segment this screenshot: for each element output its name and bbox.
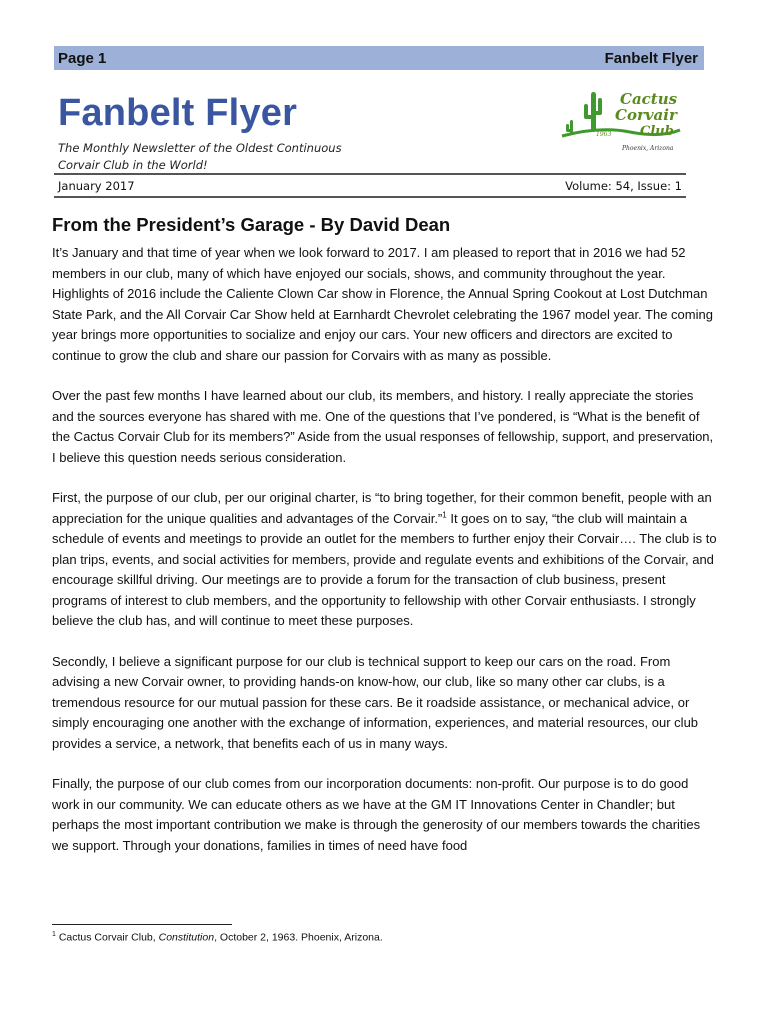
footnote-document-title: Constitution: [158, 931, 215, 944]
logo-word-corvair: Corvair: [615, 106, 677, 124]
footnote-number: 1: [52, 931, 56, 938]
footnote-reference[interactable]: 1: [442, 510, 447, 520]
issue-date: January 2017: [58, 179, 135, 193]
masthead-subtitle: [58, 140, 358, 174]
footnote: [52, 931, 383, 944]
paragraph-3-part-2: It goes on to say, “the club will maintain a schedule of events and meetings to provide an outlet for the members to further enjoy their Corvair…. The club is to plan trips, events, and social activities for members, provide and regulate events and exhibitions of the Corvair, and encourage skillful driving. Our meetings are to provide a forum for the transaction of club business, present programs of interest to club members, and the opportunity to fellowship with other Corvair enthusiasts. I strongly believe the club has, and will continue to meet these purposes.: [52, 510, 717, 628]
header-newsletter-name: Fanbelt Flyer: [604, 49, 698, 67]
article-paragraph-4: Secondly, I believe a significant purpose for our club is technical support to keep our cars on the road. From advising a new Corvair owner, to providing hands-on know-how, our club, like so many other car clubs, is a tremendous resource for our mutual passion for these cars. Be it roadside assistance, or mechanical advice, or simply encouraging one another with the exchange of information, experiences, and material resources, our club provides a service, a network, that benefits each of us in many ways.: [52, 653, 699, 751]
issue-info-row: [54, 176, 686, 196]
subtitle-line-1: The Monthly Newsletter of the Oldest Continuous: [58, 141, 342, 155]
logo-word-club: Club: [640, 124, 674, 139]
page-number: Page 1: [58, 49, 107, 67]
article-paragraph-5: Finally, the purpose of our club comes from our incorporation documents: non-profit. Our purpose is to do good work in our community. We can educate others as we have at the GM IT Innovations Center in Chandler; but perhaps the most important contribution we make is through the generosity of our members towards the charities we support. Through your donations, families in times of need have food: [52, 776, 701, 853]
cactus-corvair-club-logo: [560, 86, 682, 156]
article-heading: From the President’s Garage - By David Dean: [52, 214, 451, 235]
logo-location: Phoenix, Arizona: [622, 145, 674, 152]
footnote-separator: [52, 924, 232, 925]
presidents-garage-article: [52, 214, 718, 876]
logo-year: 1963: [596, 131, 612, 138]
footnote-text-end: , October 2, 1963. Phoenix, Arizona.: [214, 931, 383, 944]
logo-word-cactus: Cactus: [620, 90, 678, 108]
article-paragraph-3: [52, 488, 718, 632]
article-paragraph-2: Over the past few months I have learned about our club, its members, and history. I really appreciate the stories and the sources everyone has shared with me. One of the questions that I’ve pondered, is “What is the benefit of the Cactus Corvair Club for its members?” Aside from the usual responses of fellowship, support, and preservation, I believe this question needs serious consideration.: [52, 388, 714, 465]
article-paragraph-1: It’s January and that time of year when we look forward to 2017. I am pleased to report that in 2016 we had 52 members in our club, many of which have enjoyed our socials, shows, and community throughout the year. Highlights of 2016 include the Caliente Clown Car show in Florence, the Annual Spring Cookout at Lost Dutchman State Park, and the All Corvair Car Show held at Earnhardt Chevrolet celebrating the 1967 model year. The coming year brings more opportunities to socialize and enjoy our cars. Your new officers and directors are excited to continue to grow the club and share our passion for Corvairs with as many as possible.: [52, 245, 713, 363]
masthead-rule-top: [54, 173, 686, 175]
cactus-icon: [566, 92, 602, 134]
volume-issue: Volume: 54, Issue: 1: [565, 179, 682, 193]
subtitle-line-2: Corvair Club in the World!: [58, 158, 208, 172]
masthead-rule-bottom: [54, 196, 686, 198]
page-header-bar: [54, 46, 704, 70]
paragraph-3-part-1: First, the purpose of our club, per our original charter, is “to bring together, for their common benefit, people with an appreciation for the unique qualities and advantages of the Corvair.”: [52, 490, 712, 526]
footnote-text-start: Cactus Corvair Club,: [55, 931, 159, 944]
masthead-title: Fanbelt Flyer: [58, 92, 298, 134]
